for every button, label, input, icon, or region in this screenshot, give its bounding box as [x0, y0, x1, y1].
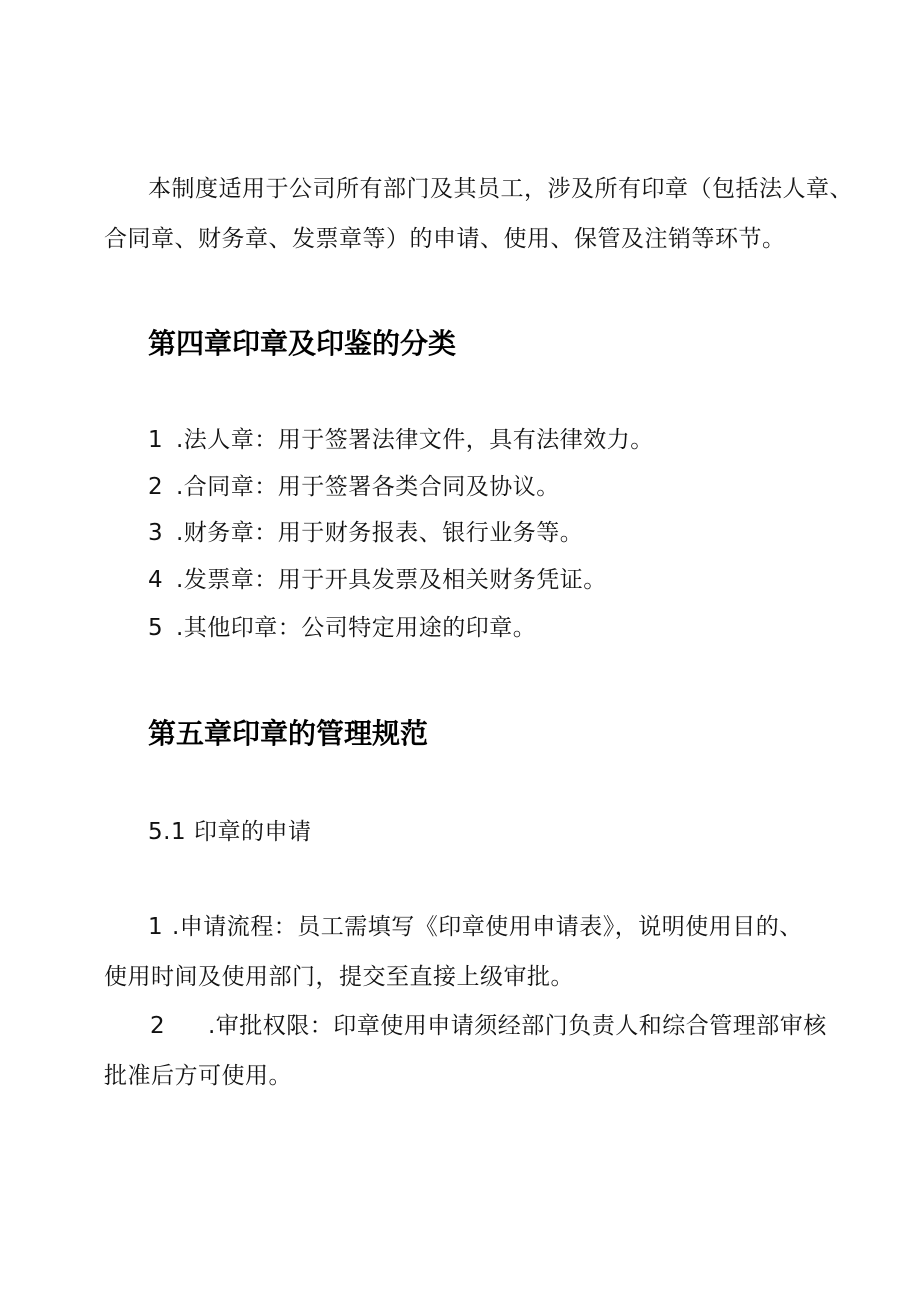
item-number: 2: [148, 474, 164, 500]
section-number: 5.1: [148, 819, 187, 845]
item-text: .申请流程：员工需填写《印章使用申请表》，说明使用目的、: [172, 914, 803, 940]
item-number: 3: [148, 520, 164, 546]
chapter-5-heading: 第五章印章的管理规范: [148, 717, 429, 750]
chapter-4-item-4: [148, 565, 607, 595]
chapter-5-item-2-line-1: [150, 1011, 827, 1041]
item-number: 1: [148, 914, 164, 940]
chapter-4-item-5: [148, 613, 536, 643]
item-text: .财务章：用于财务报表、银行业务等。: [176, 520, 584, 546]
section-title: 印章的申请: [194, 819, 312, 845]
scope-paragraph-line-2: 合同章、财务章、发票章等）的申请、使用、保管及注销等环节。: [104, 226, 786, 252]
item-number: 4: [148, 567, 164, 593]
chapter-4-item-3: [148, 518, 583, 548]
chapter-4-item-1: [148, 425, 654, 455]
item-number: 1: [148, 427, 164, 453]
section-5-1-heading: [148, 817, 312, 847]
item-text: .发票章：用于开具发票及相关财务凭证。: [176, 567, 607, 593]
item-text: .法人章：用于签署法律文件，具有法律效力。: [176, 427, 654, 453]
chapter-4-item-2: [148, 472, 560, 502]
chapter-5-item-1-line-1: [148, 912, 803, 942]
item-number: 5: [148, 615, 164, 641]
item-text: .其他印章：公司特定用途的印章。: [176, 615, 537, 641]
item-text: .合同章：用于签署各类合同及协议。: [176, 474, 560, 500]
scope-paragraph-line-1: 本制度适用于公司所有部门及其员工，涉及所有印章（包括法人章、: [148, 176, 853, 202]
item-number: 2: [150, 1013, 166, 1039]
chapter-4-heading: 第四章印章及印鉴的分类: [148, 327, 457, 360]
chapter-5-item-2-line-2: 批准后方可使用。: [104, 1063, 292, 1089]
item-text: .审批权限：印章使用申请须经部门负责人和综合管理部审核: [208, 1013, 827, 1039]
chapter-5-item-1-line-2: 使用时间及使用部门，提交至直接上级审批。: [104, 964, 574, 990]
